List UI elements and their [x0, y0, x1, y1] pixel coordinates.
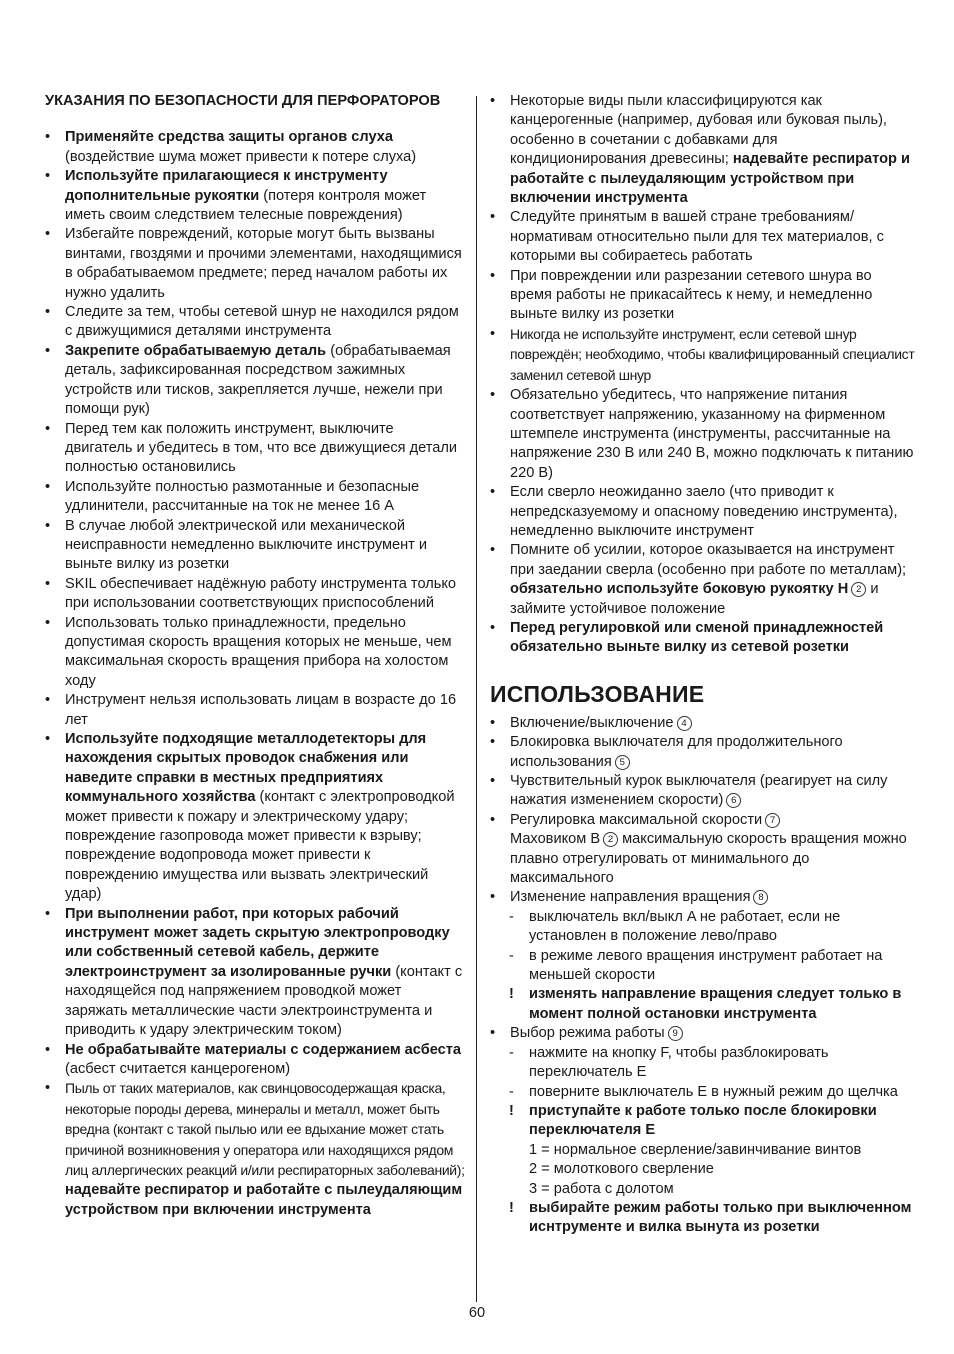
usage-heading: ИСПОЛЬЗОВАНИЕ — [490, 680, 705, 707]
figure-ref-badge: 5 — [615, 755, 630, 770]
figure-ref-badge: 7 — [765, 813, 780, 828]
usage-item-on-off: • Включение/выключение 4 — [490, 714, 915, 733]
usage-item-mode: • Выбор режима работы 9 — [490, 1024, 915, 1043]
list-item: • Применяйте средства защиты органов слуха (воздействие шума может привести к потере слуха) — [45, 128, 465, 167]
column-divider — [476, 96, 477, 1302]
warning-item: ! выбирайте режим работы только при выключенном иснтрументе и вилка вынута из розетки — [509, 1199, 915, 1238]
usage-item-speed: • Регулировка максимальной скорости 7 Маховиком B 2 максимальную скорость вращения можно плавно отрегулировать от минимального до максимального — [490, 811, 915, 889]
list-item: • При повреждении или разрезании сетевого шнура во время работы не прикасайтесь к нему, и немедленно выньте вилку из розетки — [490, 267, 915, 325]
figure-ref-badge: 6 — [726, 793, 741, 808]
list-item: • Инструмент нельзя использовать лицам в возрасте до 16 лет — [45, 691, 465, 730]
list-item: • SKIL обеспечивает надёжную работу инструмента только при использовании соответствующих приспособлений — [45, 575, 465, 614]
mode-option: 1 = нормальное сверление/завинчивание винтов — [529, 1141, 862, 1158]
usage-item-trigger: • Чувствительный курок выключателя (реагирует на силу нажатия изменением скорости) 6 — [490, 772, 915, 811]
figure-ref-badge: 9 — [668, 1026, 683, 1041]
list-item: • Если сверло неожиданно заело (что приводит к непредсказуемому и опасному поведению инструмента), немедленно выключите инструмент — [490, 483, 915, 541]
usage-list — [490, 714, 915, 908]
list-item: • При выполнении работ, при которых рабочий инструмент может задеть скрытую электропроводку или собственный сетевой кабель, держите электроинструмент за изолированные ручки (контакт с находящейся под напряжением проводкой может заряжать металлические части электроинструмента и приводить к удару электрическим током) — [45, 905, 465, 1041]
list-item: • Перед тем как положить инструмент, выключите двигатель и убедитесь в том, что все движущиеся детали полностью остановились — [45, 420, 465, 478]
figure-ref-badge: 4 — [677, 716, 692, 731]
list-item: • Перед регулировкой или сменой принадлежностей обязательно выньте вилку из сетевой розетки — [490, 619, 915, 658]
usage-list-mode — [490, 1024, 915, 1043]
list-item: • Никогда не используйте инструмент, если сетевой шнур повреждён; необходимо, чтобы квалифицированный специалист заменил сетевой шнур — [490, 325, 915, 386]
list-item: • Используйте прилагающиеся к инструменту дополнительные рукоятки (потеря контроля может иметь своим следствием телесные повреждения) — [45, 167, 465, 225]
list-item: • Пыль от таких материалов, как свинцовосодержащая краска, некоторые породы дерева, минералы и металл, может быть вредна (контакт с такой пылью или ее вдыхание может стать причиной возникновения у оператора или находящихся рядом лиц аллергических реакций и/или респираторных заболеваний); надевайте респиратор и работайте с пылеудаляющим устройством при включении инструмента — [45, 1079, 465, 1220]
safety-heading: УКАЗАНИЯ ПО БЕЗОПАСНОСТИ ДЛЯ ПЕРФОРАТОРОВ — [45, 93, 441, 109]
sub-item: - поверните выключатель E в нужный режим до щелчка — [509, 1083, 915, 1102]
list-item: • Использовать только принадлежности, предельно допустимая скорость вращения которых не меньше, чем максимальная скорость вращения прибора на холостом ходу — [45, 614, 465, 692]
usage-item-lock: • Блокировка выключателя для продолжительного использования 5 — [490, 733, 915, 772]
list-item: • В случае любой электрической или механической неисправности немедленно выключите инструмент и выньте вилку из розетки — [45, 517, 465, 575]
sub-item: - в режиме левого вращения инструмент работает на меньшей скорости — [509, 947, 915, 986]
list-item: • Обязательно убедитесь, что напряжение питания соответствует напряжению, указанному на фирменном штемпеле инструмента (инструменты, рассчитанные на напряжение 230 В или 240 В, можно подключать к питанию 220 В) — [490, 386, 915, 483]
mode-sublist — [509, 1044, 915, 1238]
figure-ref-badge: 2 — [851, 582, 866, 597]
usage-item-direction: • Изменение направления вращения 8 — [490, 888, 915, 907]
direction-sublist — [509, 908, 915, 1024]
right-column — [490, 92, 915, 1238]
safety-list-continued — [490, 92, 915, 658]
list-item: • Используйте полностью размотанные и безопасные удлинители, рассчитанные на ток не менее 16 A — [45, 478, 465, 517]
sub-item: - выключатель вкл/выкл A не работает, если не установлен в положение лево/право — [509, 908, 915, 947]
warning-item: ! приступайте к работе только после блокировки переключателя E — [509, 1102, 915, 1141]
page-number: 60 — [468, 1305, 486, 1321]
mode-option: 3 = работа с долотом — [529, 1180, 674, 1197]
list-item: • Закрепите обрабатываемую деталь (обрабатываемая деталь, зафиксированная посредством зажимных устройств или тисков, закрепляется лучше, нежели при помощи рук) — [45, 342, 465, 420]
list-item: • Помните об усилии, которое оказывается на инструмент при заедании сверла (особенно при работе по металлам); обязательно используйте боковую рукоятку H 2 и займите устойчивое положение — [490, 541, 915, 619]
list-item: • Избегайте повреждений, которые могут быть вызваны винтами, гвоздями и прочими элементами, находящимися в обрабатываемом предмете; перед началом работы их нужно удалить — [45, 225, 465, 303]
safety-list — [45, 128, 465, 1220]
mode-option: 2 = молоткового сверление — [529, 1161, 714, 1178]
figure-ref-badge: 2 — [603, 832, 618, 847]
list-item: • Некоторые виды пыли классифицируются как канцерогенные (например, дубовая или буковая пыль), особенно в сочетании с добавками для кондиционирования древесины; надевайте респиратор и работайте с пылеудаляющим устройством при включении инструмента — [490, 92, 915, 208]
warning-item: ! изменять направление вращения следует только в момент полной остановки инструмента — [509, 985, 915, 1024]
list-item: • Следите за тем, чтобы сетевой шнур не находился рядом с движущимися деталями инструмента — [45, 303, 465, 342]
list-item: • Следуйте принятым в вашей стране требованиям/нормативам относительно пыли для тех материалов, с которыми вы собираетесь работать — [490, 208, 915, 266]
list-item: • Не обрабатывайте материалы с содержанием асбеста (асбест считается канцерогеном) — [45, 1041, 465, 1080]
figure-ref-badge: 8 — [753, 890, 768, 905]
left-column — [45, 92, 465, 1220]
list-item: • Используйте подходящие металлодетекторы для нахождения скрытых проводок снабжения или наведите справки в местных предприятиях коммунального хозяйства (контакт с электропроводкой может привести к пожару и электрическому удару; повреждение газопровода может привести к взрыву; повреждение водопровода может привести к повреждению имущества или вызвать электрический удар) — [45, 730, 465, 905]
sub-item: - нажмите на кнопку F, чтобы разблокировать переключатель E — [509, 1044, 915, 1083]
